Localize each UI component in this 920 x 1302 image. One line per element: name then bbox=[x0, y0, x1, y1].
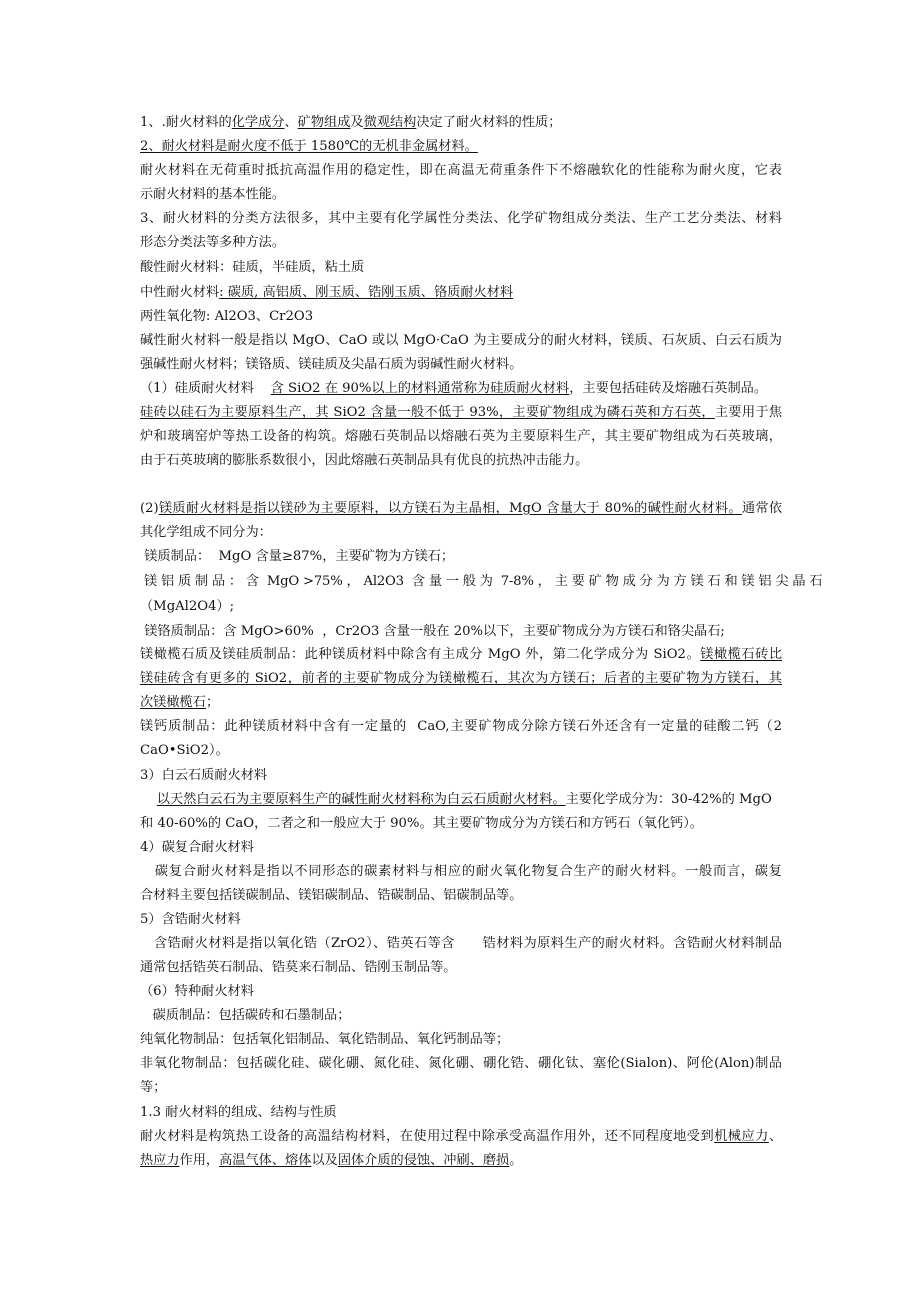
text-run: ； bbox=[205, 695, 220, 710]
text-line bbox=[140, 259, 364, 277]
text-run: 其化学组成不同分为： bbox=[140, 525, 272, 540]
underlined-term: 热应力 bbox=[140, 1153, 180, 1168]
text-run: 由于石英玻璃的膨胀系数很小，因此熔融石英制品具有优良的抗热冲击能力。 bbox=[140, 453, 589, 468]
text-run: 形态分类法等多种方法。 bbox=[140, 235, 286, 250]
text-line bbox=[140, 718, 782, 736]
underlined-sentence: 镁硅砖含有更多的 SiO2，前者的主要矿物成分为镁橄榄石，其次为方镁石；后者的主要矿物为方镁石，其 bbox=[140, 671, 782, 686]
text-line bbox=[140, 380, 767, 398]
text-line bbox=[140, 670, 782, 688]
text-run: 通常依 bbox=[741, 501, 783, 516]
text-run: 决定了耐火材料的性质； bbox=[416, 115, 562, 130]
text-line bbox=[140, 791, 772, 809]
section-heading: （6）特种耐火材料 bbox=[140, 984, 254, 999]
text-line bbox=[140, 959, 457, 977]
text-run: 、 bbox=[284, 115, 298, 130]
text-run: 耐火材料是构筑热工设备的高温结构材料，在使用过程中除承受高温作用外，还不同程度地受到 bbox=[140, 1129, 715, 1144]
section-heading: 4）碳复合耐火材料 bbox=[140, 840, 254, 855]
text-line bbox=[140, 308, 313, 326]
text-line bbox=[140, 114, 561, 132]
text-line bbox=[140, 162, 782, 180]
text-line bbox=[140, 452, 588, 470]
text-run: ，主要包括硅砖及熔融石英制品。 bbox=[569, 381, 768, 396]
section-heading: （1）硅质耐火材料 bbox=[140, 381, 271, 396]
text-line bbox=[140, 911, 241, 929]
text-run: 炉和玻璃窑炉等热工设备的构筑。熔融石英制品以熔融石英为主要原料生产，其主要矿物组成为石英玻璃， bbox=[140, 429, 782, 444]
text-run: 以及 bbox=[311, 1153, 338, 1168]
text-line bbox=[140, 284, 513, 302]
text-line bbox=[140, 573, 822, 591]
text-run: 3、耐火材料的分类方法很多，其中主要有化学属性分类法、化学矿物组成分类法、生产工艺分类法、材料 bbox=[140, 211, 782, 226]
text-run: 及 bbox=[350, 115, 364, 130]
text-run: 非氧化物制品：包括碳化硅、碳化硼、氮化硅、氮化硼、硼化锆、硼化钛、塞伦(Sialon)、阿伦(Alon)制品 bbox=[140, 1056, 782, 1071]
underlined-term: 高温气体、熔体 bbox=[219, 1153, 312, 1168]
text-line bbox=[140, 983, 254, 1001]
text-line bbox=[140, 428, 782, 446]
text-run: 碳质制品：包括碳砖和石墨制品； bbox=[140, 1008, 351, 1023]
text-line bbox=[140, 332, 782, 350]
underlined-sentence: 含 SiO2 在 90%以上的材料通常称为硅质耐火材料 bbox=[270, 381, 570, 396]
text-line bbox=[140, 646, 782, 664]
text-run: 和 40-60%的 CaO，二者之和一般应大于 90%。其主要矿物成分为方镁石和方钙石（氧化钙）。 bbox=[140, 816, 703, 831]
text-run: 镁质制品： MgO 含量≥87%，主要矿物为方镁石； bbox=[140, 549, 455, 564]
text-run: 通常包括锆英石制品、锆莫来石制品、锆刚玉制品等。 bbox=[140, 960, 457, 975]
text-run: 碱性耐火材料一般是指以 MgO、CaO 或以 MgO·CaO 为主要成分的耐火材料，镁质、石灰质、白云石质为 bbox=[140, 333, 782, 348]
text-line bbox=[140, 356, 522, 374]
text-line bbox=[140, 742, 229, 760]
underlined-term: 微观结构 bbox=[363, 115, 417, 130]
section-heading: 5）含锆耐火材料 bbox=[140, 912, 241, 927]
text-line bbox=[140, 210, 782, 228]
underlined-sentence: 镁橄榄石砖比 bbox=[700, 647, 783, 662]
text-run: 碳复合耐火材料是指以不同形态的碳素材料与相应的耐火氧化物复合生产的耐火材料。一般而言，碳复 bbox=[140, 864, 782, 879]
underlined-sentence: 硅砖以硅石为主要原料生产，其 SiO2 含量一般不低于 93%，主要矿物组成为磷石英和方石英， bbox=[140, 405, 715, 420]
text-run: 耐火材料在无荷重时抵抗高温作用的稳定性，即在高温无荷重条件下不熔融软化的性能称为耐火度，它表 bbox=[140, 163, 782, 178]
text-line bbox=[140, 815, 703, 833]
text-run: 主要化学成分为：30-42%的 MgO bbox=[565, 792, 772, 807]
text-line bbox=[140, 694, 219, 712]
text-line bbox=[140, 1128, 782, 1146]
text-line bbox=[140, 524, 272, 542]
text-run: 纯氧化物制品：包括氧化铝制品、氧化锆制品、氧化钙制品等； bbox=[140, 1032, 510, 1047]
underlined-term: 矿物组成 bbox=[297, 115, 351, 130]
indent bbox=[140, 792, 157, 807]
text-line bbox=[140, 623, 725, 641]
text-line bbox=[140, 598, 234, 616]
text-run: （MgAl2O4）; bbox=[140, 599, 235, 614]
underlined-term: 化学成分 bbox=[231, 115, 285, 130]
text-run: 作用， bbox=[179, 1153, 220, 1168]
underlined-sentence: 以天然白云石为主要原料生产的碱性耐火材料称为白云石质耐火材料。 bbox=[156, 792, 566, 807]
underlined-term: 机械应力 bbox=[714, 1129, 769, 1144]
text-run: CaO•SiO2）。 bbox=[140, 743, 229, 758]
underlined-term: 固体介质的侵蚀、冲刷、磨损 bbox=[337, 1153, 510, 1168]
text-run: 两性氧化物: Al2O3、Cr2O3 bbox=[140, 309, 314, 324]
underlined-sentence: 2、耐火材料是耐火度不低于 1580℃的无机非金属材料。 bbox=[140, 139, 478, 154]
text-line bbox=[140, 138, 478, 156]
underlined-sentence: 次镁橄榄石 bbox=[140, 695, 206, 710]
underlined-term: : 碳质, 高铝质、刚玉质、锆刚玉质、铬质耐火材料 bbox=[219, 285, 514, 300]
text-run: 、 bbox=[768, 1129, 783, 1144]
text-line bbox=[140, 887, 522, 905]
text-line bbox=[140, 500, 782, 518]
text-run: 强碱性耐火材料；镁铬质、镁硅质及尖晶石质为弱碱性耐火材料。 bbox=[140, 357, 523, 372]
underlined-sentence: 镁质耐火材料是指以镁砂为主要原料，以方镁石为主晶相，MgO 含量大于 80%的碱性耐火材料。 bbox=[158, 501, 742, 516]
text-run: 示耐火材料的基本性能。 bbox=[140, 187, 286, 202]
text-line bbox=[140, 404, 782, 422]
text-line bbox=[140, 1055, 782, 1073]
text-line bbox=[140, 1079, 166, 1097]
text-run: 镁橄榄石质及镁硅质制品：此种镁质材料中除含有主成分 MgO 外，第二化学成分为 SiO2。 bbox=[140, 647, 701, 662]
text-line bbox=[140, 548, 454, 566]
text-line bbox=[140, 1031, 509, 1049]
text-run: 镁钙质制品：此种镁质材料中含有一定量的 CaO,主要矿物成分除方镁石外还含有一定量的硅酸二钙（2 bbox=[140, 719, 782, 734]
text-line bbox=[140, 935, 782, 953]
text-run: 镁铬质制品：含 MgO>60% ，Cr2O3 含量一般在 20%以下，主要矿物成分为方镁石和铬尖晶石; bbox=[140, 624, 725, 639]
text-run: 酸性耐火材料：硅质，半硅质，粘土质 bbox=[140, 260, 365, 275]
section-heading: (2) bbox=[140, 501, 159, 516]
text-run: 等； bbox=[140, 1080, 167, 1095]
text-run: 主要用于焦 bbox=[714, 405, 783, 420]
text-line bbox=[140, 839, 254, 857]
text-run: 镁 铝 质 制 品 ： 含 MgO >75% ， Al2O3 含 量 一 般 为 7-8% ， 主 要 矿 物 成 分 为 方 镁 石 和 镁 铝 尖 晶 石 bbox=[140, 574, 823, 589]
text-run: 1、.耐火材料的 bbox=[140, 115, 232, 130]
text-line bbox=[140, 234, 285, 252]
text-line bbox=[140, 767, 267, 785]
text-line bbox=[140, 1152, 522, 1170]
section-heading: 1.3 耐火材料的组成、结构与性质 bbox=[140, 1105, 337, 1120]
text-line bbox=[140, 1104, 337, 1122]
text-line bbox=[140, 1007, 350, 1025]
text-line bbox=[140, 863, 782, 881]
text-run: 含锆耐火材料是指以氧化锆（ZrO2）、锆英石等含 锆材料为原料生产的耐火材料。含锆耐火材料制品 bbox=[140, 936, 782, 951]
text-line bbox=[140, 186, 285, 204]
text-run: 合材料主要包括镁碳制品、镁铝碳制品、锆碳制品、铝碳制品等。 bbox=[140, 888, 523, 903]
text-run: 。 bbox=[509, 1153, 523, 1168]
section-heading: 3）白云石质耐火材料 bbox=[140, 768, 268, 783]
text-run: 中性耐火材料 bbox=[140, 285, 220, 300]
